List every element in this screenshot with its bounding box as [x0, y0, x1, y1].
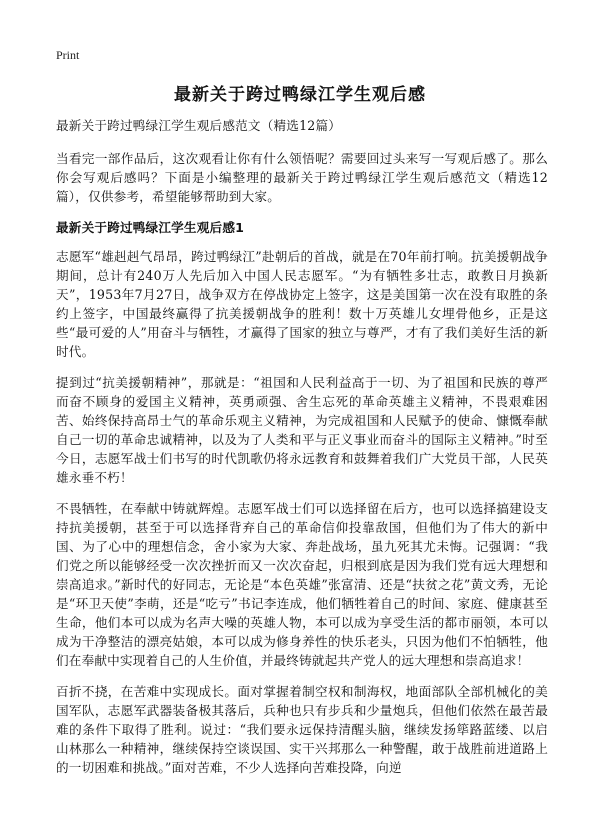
article-subtitle: 最新关于跨过鸭绿江学生观后感范文（精选12篇）	[56, 118, 342, 133]
body-paragraph-2: 提到过“抗美援朝精神”，那就是：“祖国和人民利益高于一切、为了祖国和民族的尊严而奋不顾身的爱国主义精神，英勇顽强、舍生忘死的革命英雄主义精神，不畏艰难困苦、始终保持高昂士气的革命乐观主义精神，为完成祖国和人民赋予的使命、慷慨奉献自己一切的革命忠诚精神，以及为了人类和平与正义事业而奋斗的国际主义精神。”时至今日，志愿军战士们书写的时代凯歌仍将永远教育和鼓舞着我们广大党员干部，人民英雄永垂不朽！	[56, 375, 548, 485]
body-paragraph-1: 志愿军“雄赳赳气昂昂，跨过鸭绿江”赴朝后的首战，就是在70年前打响。抗美援朝战争期间，总计有240万人先后加入中国人民志愿军。“为有牺牲多壮志，敢教日月换新天”，1953年7月27日，战争双方在停战协定上签字，这是美国第一次在没有取胜的条约上签字，中国最终赢得了抗美援朝战争的胜利！数十万英雄儿女埋骨他乡，正是这些“最可爱的人”用奋斗与牺牲，才赢得了国家的独立与尊严，才有了我们美好生活的新时代。	[56, 249, 548, 359]
intro-paragraph: 当看完一部作品后，这次观看让你有什么领悟呢？需要回过头来写一写观后感了。那么你会写观后感吗？下面是小编整理的最新关于跨过鸭绿江学生观后感范文（精选12篇），仅供参考，希望能够帮助到大家。	[56, 151, 548, 204]
section-heading: 最新关于跨过鸭绿江学生观后感1	[56, 220, 245, 235]
body-paragraph-3: 不畏牺牲，在奉献中铸就辉煌。志愿军战士们可以选择留在后方，也可以选择搞建设支持抗美援朝，甚至于可以选择背弃自己的革命信仰投靠敌国，但他们为了伟大的新中国、为了心中的理想信念，舍小家为大家、奔赴战场，虽九死其尤未悔。记强调：“我们党之所以能够经受一次次挫折而又一次次奋起，归根到底是因为我们党有远大理想和崇高追求。”新时代的好同志，无论是“本色英雄”张富清、还是“扶贫之花”黄文秀，无论是“环卫天使”李萌，还是“吃亏”书记李连成，他们牺牲着自己的时间、家庭、健康甚至生命，他们本可以成为名声大噪的英雄人物，本可以成为享受生活的都市丽领，本可以成为干净整洁的漂亮姑娘，本可以成为修身养性的快乐老头，只因为他们不怕牺牲，他们在奉献中实现着自己的人生价值，并最终铸就起共产党人的远大理想和崇高追求！	[56, 501, 548, 668]
body-paragraph-4: 百折不挠，在苦难中实现成长。面对掌握着制空权和制海权，地面部队全部机械化的美国军队，志愿军武器装备极其落后，兵种也只有步兵和少量炮兵，但他们依然在最苦最难的条件下取得了胜利。说过：“我们要永远保持清醒头脑，继续发扬筚路蓝缕、以启山林那么一种精神，继续保持空谈误国、实干兴邦那么一种警醒，敢于战胜前进道路上的一切困难和挑战。”面对苦难，不少人选择向苦难投降，向逆	[56, 684, 548, 775]
print-link[interactable]: Print	[56, 48, 80, 62]
page-title: 最新关于跨过鸭绿江学生观后感	[174, 85, 426, 105]
article-body	[56, 116, 548, 789]
